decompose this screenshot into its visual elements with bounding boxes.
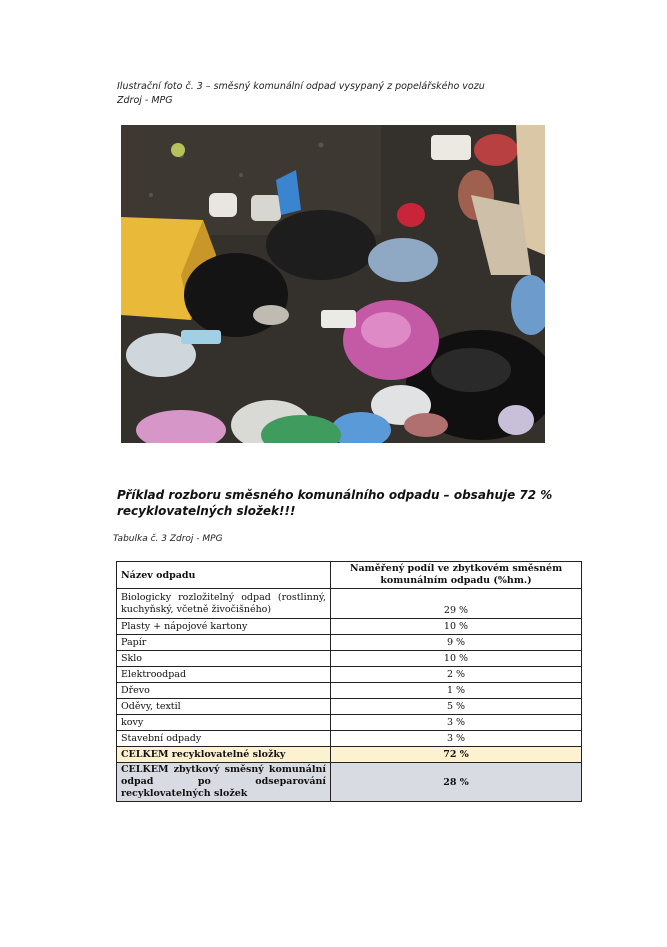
table-header-row	[117, 562, 582, 589]
total-recyclable-row	[117, 747, 582, 763]
total-residual-value: 28 %	[331, 763, 582, 802]
row-name: Oděvy, textil	[117, 699, 331, 715]
row-name: Papír	[117, 635, 331, 651]
total-residual-name: CELKEM zbytkový směsný komunální odpad po odseparování recyklovatelných složek	[117, 763, 331, 802]
row-name: Stavební odpady	[117, 731, 331, 747]
row-value: 3 %	[331, 715, 582, 731]
table-caption: Tabulka č. 3 Zdroj - MPG	[113, 534, 223, 544]
total-recyclable-name: CELKEM recyklovatelné složky	[117, 747, 331, 763]
photo-caption-source: Zdroj - MPG	[117, 95, 173, 106]
total-recyclable-value: 72 %	[331, 747, 582, 763]
row-value: 3 %	[331, 731, 582, 747]
row-value: 1 %	[331, 683, 582, 699]
analysis-heading: Příklad rozboru směsného komunálního odpadu – obsahuje 72 % recyklovatelných složek!!!	[117, 488, 553, 518]
row-value: 10 %	[331, 651, 582, 667]
table-row	[117, 683, 582, 699]
row-value: 10 %	[331, 619, 582, 635]
table-row	[117, 635, 582, 651]
table-row	[117, 699, 582, 715]
row-name: Plasty + nápojové kartony	[117, 619, 331, 635]
waste-composition-table	[116, 561, 582, 802]
waste-photo	[121, 125, 545, 443]
table-row	[117, 667, 582, 683]
row-value: 29 %	[331, 589, 582, 619]
row-name: Sklo	[117, 651, 331, 667]
row-value: 5 %	[331, 699, 582, 715]
header-measured-share: Naměřený podíl ve zbytkovém směsném komunálním odpadu (%hm.)	[331, 562, 582, 589]
table-row	[117, 619, 582, 635]
photo-caption	[117, 80, 485, 108]
table-row	[117, 651, 582, 667]
total-residual-row	[117, 763, 582, 802]
row-name: Dřevo	[117, 683, 331, 699]
table-row	[117, 731, 582, 747]
table-row	[117, 589, 582, 619]
row-name: Elektroodpad	[117, 667, 331, 683]
row-name: Biologicky rozložitelný odpad (rostlinný, kuchyňský, včetně živočišného)	[117, 589, 331, 619]
row-value: 9 %	[331, 635, 582, 651]
photo-caption-title: Ilustrační foto č. 3 – směsný komunální odpad vysypaný z popelářského vozu	[117, 81, 485, 92]
row-name: kovy	[117, 715, 331, 731]
table-row	[117, 715, 582, 731]
row-value: 2 %	[331, 667, 582, 683]
header-waste-name: Název odpadu	[117, 562, 331, 589]
